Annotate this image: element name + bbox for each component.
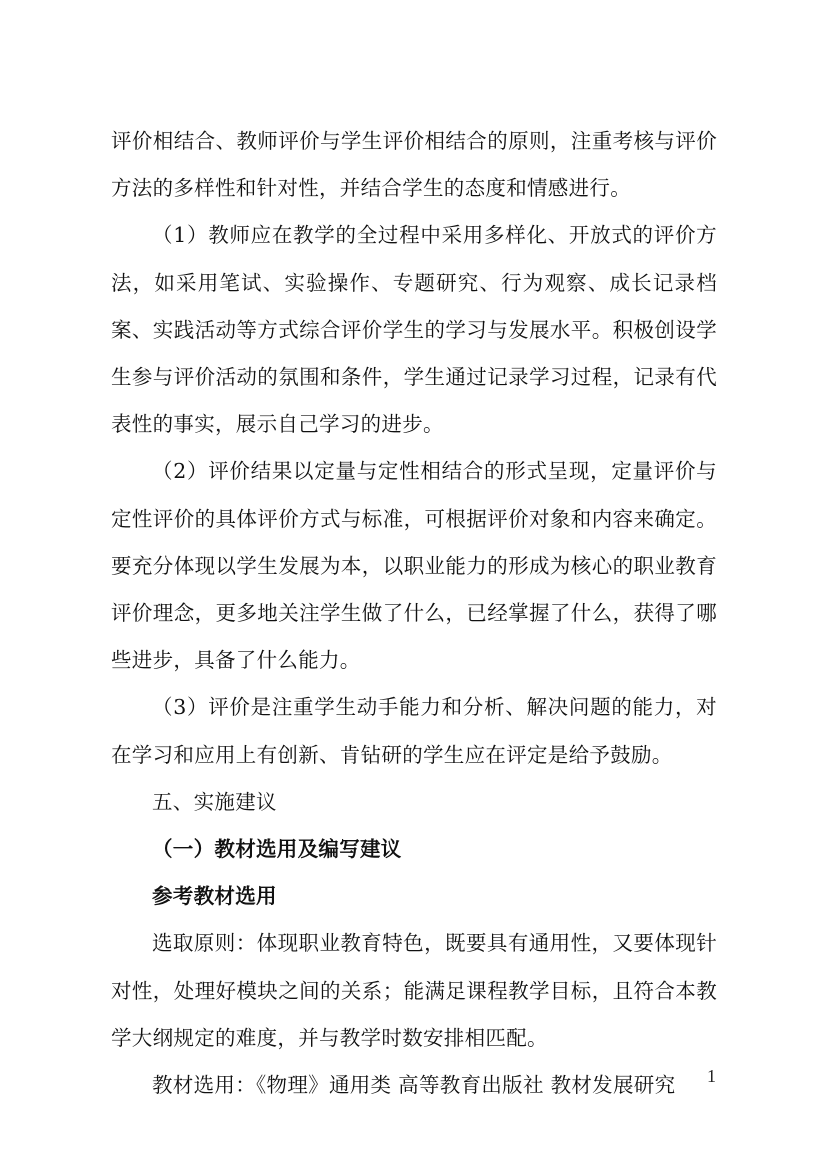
paragraph-continuation: 评价相结合、教师评价与学生评价相结合的原则，注重考核与评价方法的多样性和针对性，并结合学生的态度和情感进行。 — [111, 129, 717, 201]
subheading-reference-textbook: 参考教材选用 — [152, 884, 277, 909]
page-number: 1 — [707, 1066, 716, 1086]
paragraph-textbook-choice: 教材选用：《物理》通用类 高等教育出版社 教材发展研究 — [152, 1073, 676, 1098]
paragraph-item-2: （2）评价结果以定量与定性相结合的形式呈现，定量评价与定性评价的具体评价方式与标准，可根据评价对象和内容来确定。要充分体现以学生发展为本，以职业能力的形成为核心的职业教育评价理念，更多地关注学生做了什么，已经掌握了什么，获得了哪些进步，具备了什么能力。 — [111, 459, 717, 673]
paragraph-item-1: （1）教师应在教学的全过程中采用多样化、开放式的评价方法，如采用笔试、实验操作、专题研究、行为观察、成长记录档案、实践活动等方式综合评价学生的学习与发展水平。积极创设学生参与评价活动的氛围和条件，学生通过记录学习过程，记录有代表性的事实，展示自己学习的进步。 — [111, 223, 717, 437]
body-text — [111, 118, 717, 1109]
paragraph-item-3: （3）评价是注重学生动手能力和分析、解决问题的能力，对在学习和应用上有创新、肯钻研的学生应在评定是给予鼓励。 — [111, 695, 717, 767]
section-title-implementation: 五、实施建议 — [152, 789, 277, 814]
paragraph-selection-principle: 选取原则：体现职业教育特色，既要具有通用性，又要体现针对性，处理好模块之间的关系；能满足课程教学目标，且符合本教学大纲规定的难度，并与教学时数安排相匹配。 — [111, 931, 717, 1050]
subsection-heading-textbook: （一）教材选用及编写建议 — [152, 837, 402, 862]
